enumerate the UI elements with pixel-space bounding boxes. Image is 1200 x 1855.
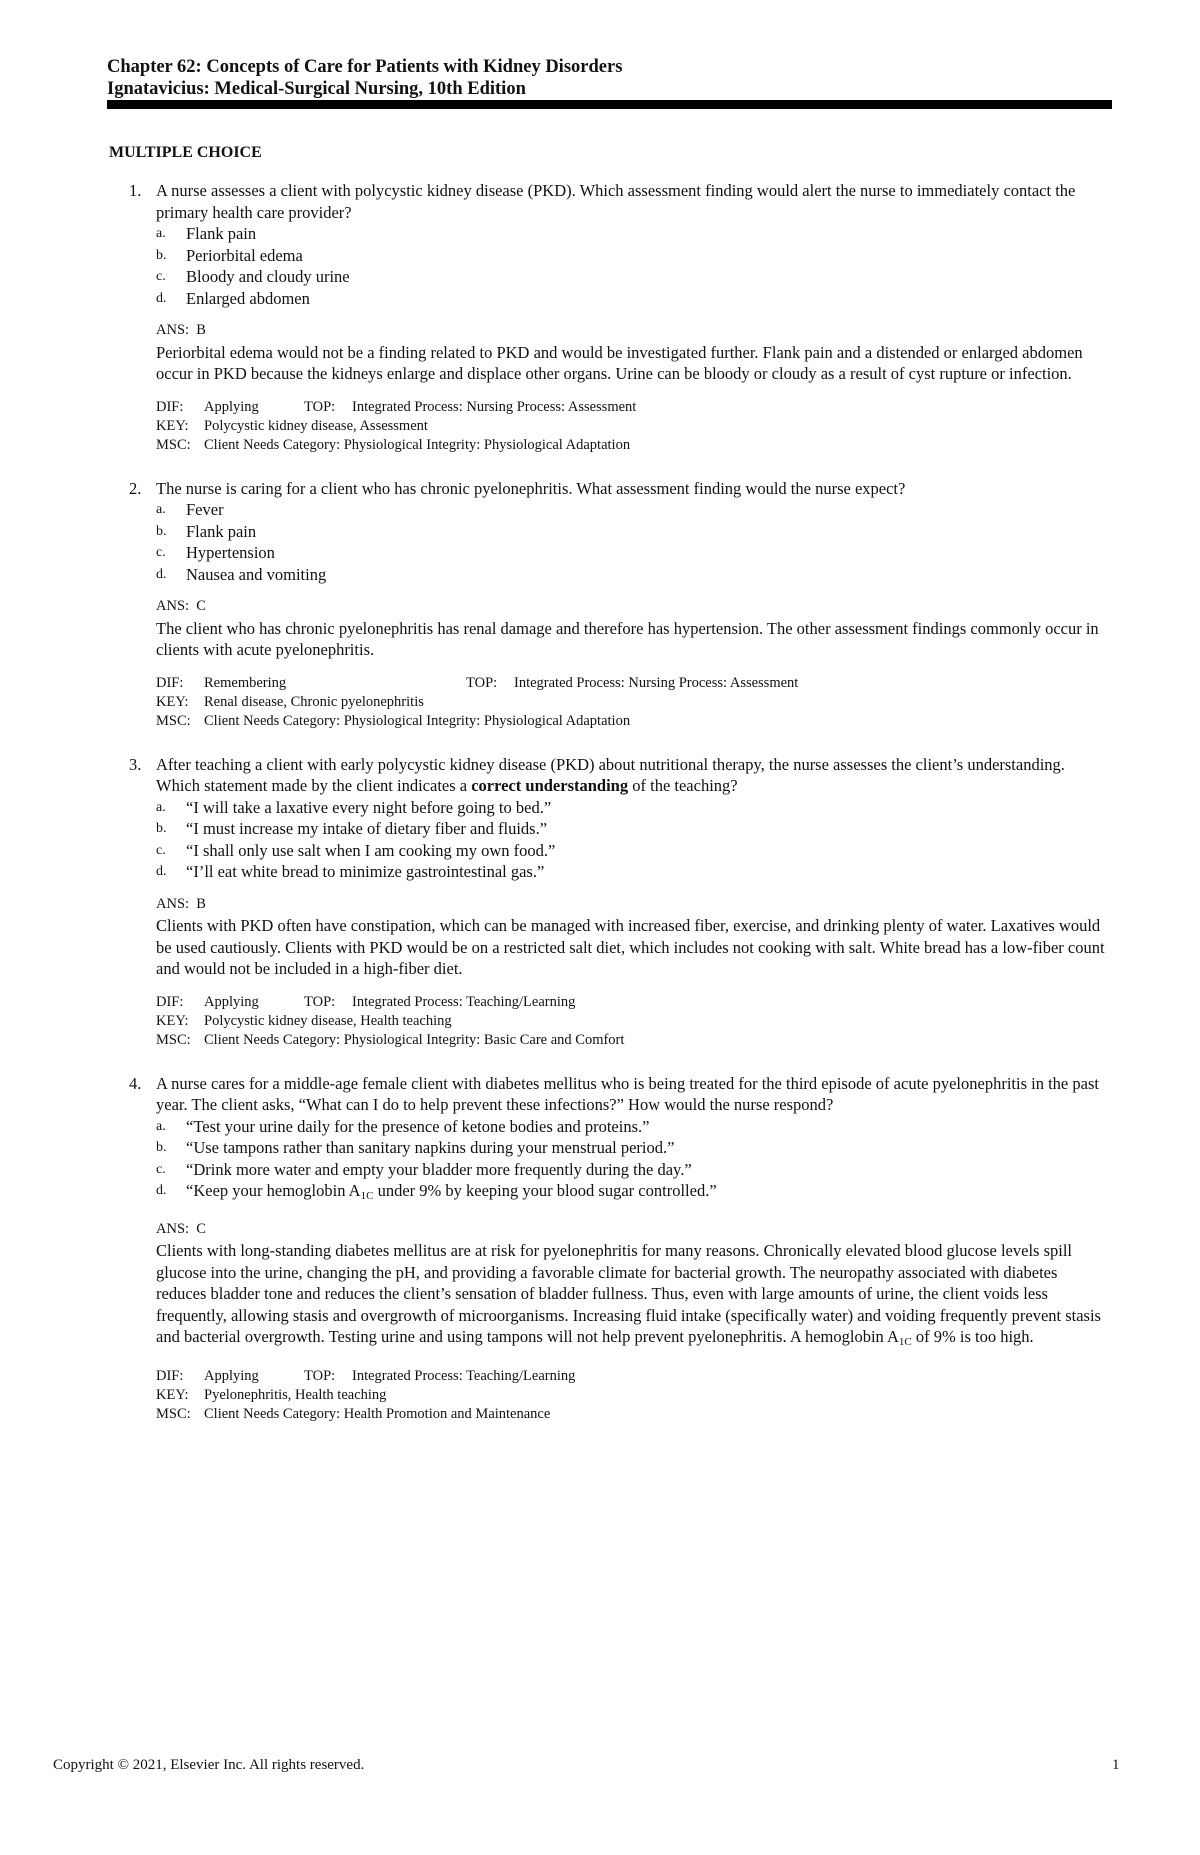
copyright: Copyright © 2021, Elsevier Inc. All rights reserved.	[53, 1757, 365, 1773]
key-row	[156, 1012, 1109, 1031]
option-text: Enlarged abdomen	[186, 288, 310, 308]
dif-value: Remembering	[204, 674, 287, 691]
option-letter: b.	[156, 247, 167, 263]
dif-label: DIF:	[156, 1367, 184, 1384]
question-4	[109, 1073, 1109, 1424]
key-row	[156, 1386, 1109, 1405]
option-letter: d.	[156, 1183, 167, 1198]
answer-line	[156, 596, 1109, 618]
option-text: “I will take a laxative every night before going to bed.”	[186, 797, 552, 817]
option-letter: b.	[156, 821, 167, 836]
top-value: Integrated Process: Nursing Process: Assessment	[352, 398, 637, 415]
question-list	[109, 180, 1109, 1424]
key-value: Polycystic kidney disease, Assessment	[204, 417, 428, 434]
option-d	[156, 1180, 1109, 1208]
msc-label: MSC:	[156, 1031, 191, 1048]
option-b	[156, 1137, 1109, 1159]
answer-options	[156, 797, 1109, 883]
answer-line	[156, 1219, 1109, 1241]
option-text: Flank pain	[186, 224, 257, 243]
key-row	[156, 417, 1109, 436]
option-text: Nausea and vomiting	[186, 564, 327, 584]
key-value: Polycystic kidney disease, Health teaching	[204, 1012, 452, 1029]
option-letter: c.	[156, 545, 166, 560]
dif-label: DIF:	[156, 674, 184, 691]
key-label: KEY:	[156, 417, 189, 434]
key-value: Renal disease, Chronic pyelonephritis	[204, 693, 424, 710]
question-1	[109, 180, 1109, 455]
option-a	[156, 499, 1109, 521]
ans-label: ANS:	[156, 322, 190, 338]
question-stem	[156, 754, 1109, 797]
top-label: TOP:	[304, 398, 336, 415]
answer-options	[156, 499, 1109, 585]
option-c	[156, 266, 1109, 288]
dif-label: DIF:	[156, 993, 184, 1010]
option-letter: a.	[156, 502, 166, 517]
key-label: KEY:	[156, 1012, 189, 1029]
option-letter: a.	[156, 226, 166, 241]
option-letter: b.	[156, 523, 167, 539]
option-text: “Drink more water and empty your bladder more frequently during the day.”	[186, 1159, 692, 1179]
question-meta	[156, 398, 1109, 455]
key-label: KEY:	[156, 693, 189, 710]
question-number: 3.	[129, 754, 142, 774]
top-value: Integrated Process: Teaching/Learning	[352, 1367, 576, 1384]
msc-row	[156, 436, 1109, 455]
rationale-text: Clients with long-standing diabetes mellitus are at risk for pyelonephritis for many reasons. Chronically elevated blood glucose levels spill glucose into the urine, changing the pH, and providing a favorable climate for bacterial growth. The neuropathy associated with diabetes reduces bladder tone and reduces the client’s sensation of bladder fullness. Thus, even with large amounts of urine, the client voids less frequently, allowing stasis and overgrowth of microorganisms. Increasing fluid intake (specifically water) and voiding frequently prevent stasis and bacterial overgrowth. Testing urine and using tampons will not help prevent pyelonephritis. A hemoglobin A	[156, 1241, 1101, 1346]
answer-value: C	[196, 1220, 206, 1237]
option-text: “Keep your hemoglobin A	[186, 1181, 361, 1200]
stem-emphasis: correct understanding	[471, 776, 629, 795]
top-value: Integrated Process: Teaching/Learning	[352, 993, 576, 1010]
question-stem: A nurse assesses a client with polycystic kidney disease (PKD). Which assessment finding would alert the nurse to immediately contact the primary health care provider?	[156, 181, 1076, 222]
option-letter: b.	[156, 1140, 167, 1155]
top-label: TOP:	[304, 993, 336, 1010]
msc-row	[156, 1031, 1109, 1050]
msc-label: MSC:	[156, 436, 191, 453]
option-text-end: under 9% by keeping your blood sugar controlled.”	[373, 1181, 717, 1200]
option-a	[156, 223, 1109, 245]
question-stem: The nurse is caring for a client who has chronic pyelonephritis. What assessment finding would the nurse expect?	[156, 478, 906, 498]
option-text: “I must increase my intake of dietary fiber and fluids.”	[186, 819, 548, 838]
rationale: The client who has chronic pyelonephritis has renal damage and therefore has hypertension. The other assessment findings commonly occur in clients with acute pyelonephritis.	[156, 618, 1099, 659]
option-text: “I shall only use salt when I am cooking my own food.”	[186, 840, 556, 860]
option-d	[156, 861, 1109, 883]
key-value: Pyelonephritis, Health teaching	[204, 1386, 387, 1403]
section-title: MULTIPLE CHOICE	[109, 144, 262, 161]
msc-value: Client Needs Category: Health Promotion and Maintenance	[204, 1405, 551, 1422]
msc-value: Client Needs Category: Physiological Integrity: Basic Care and Comfort	[204, 1031, 625, 1048]
question-meta	[156, 993, 1109, 1050]
option-letter: d.	[156, 290, 167, 306]
page-number: 1	[1112, 1757, 1120, 1773]
option-d	[156, 564, 1109, 586]
option-letter: d.	[156, 864, 167, 879]
question-meta	[156, 1367, 1109, 1424]
answer-options	[156, 223, 1109, 309]
msc-value: Client Needs Category: Physiological Integrity: Physiological Adaptation	[204, 712, 631, 729]
option-b	[156, 245, 1109, 267]
msc-row	[156, 1405, 1109, 1424]
option-letter: a.	[156, 1118, 166, 1134]
key-row	[156, 693, 1109, 712]
question-2	[109, 478, 1109, 731]
option-b	[156, 521, 1109, 543]
option-text: “I’ll eat white bread to minimize gastrointestinal gas.”	[186, 862, 545, 881]
option-text: “Use tampons rather than sanitary napkins during your menstrual period.”	[186, 1138, 675, 1157]
dif-value: Applying	[204, 993, 259, 1010]
answer-line	[156, 320, 1109, 342]
header-rule	[107, 100, 1112, 109]
ans-label: ANS:	[156, 598, 190, 614]
subscript: 1C	[898, 1336, 912, 1348]
dif-top-row	[156, 993, 1109, 1012]
dif-top-row	[156, 398, 1109, 417]
question-number: 1.	[129, 181, 142, 200]
option-a	[156, 1116, 1109, 1138]
option-text: Hypertension	[186, 543, 275, 562]
key-label: KEY:	[156, 1386, 189, 1403]
rationale	[156, 1240, 1109, 1354]
dif-value: Applying	[204, 1367, 259, 1384]
top-label: TOP:	[466, 674, 498, 691]
option-d	[156, 288, 1109, 310]
ans-label: ANS:	[156, 1220, 190, 1237]
rationale: Clients with PKD often have constipation, which can be managed with increased fiber, exercise, and drinking plenty of water. Laxatives would be used cautiously. Clients with PKD would be on a restricted salt diet, which includes not cooking with salt. White bread has a low-fiber count and would not be included in a high-fiber diet.	[156, 916, 1105, 978]
question-number: 4.	[129, 1073, 142, 1093]
rationale-text-end: of 9% is too high.	[911, 1327, 1034, 1346]
question-meta	[156, 674, 1109, 731]
rationale: Periorbital edema would not be a finding related to PKD and would be investigated further. Flank pain and a distended or enlarged abdomen occur in PKD because the kidneys enlarge and displace other organs. Urine can be bloody or cloudy as a result of cyst rupture or infection.	[156, 342, 1083, 383]
option-a	[156, 797, 1109, 819]
option-text: Flank pain	[186, 521, 257, 541]
question-number: 2.	[129, 478, 142, 498]
option-text: Fever	[186, 500, 224, 519]
option-text: Bloody and cloudy urine	[186, 267, 350, 286]
option-c	[156, 542, 1109, 564]
dif-top-row	[156, 1367, 1109, 1386]
book-title: Ignatavicius: Medical-Surgical Nursing, 10th Edition	[107, 79, 526, 99]
option-text: Periorbital edema	[186, 245, 303, 265]
answer-value: B	[196, 895, 206, 912]
dif-value: Applying	[204, 398, 259, 415]
answer-value: C	[196, 598, 206, 614]
question-3	[109, 754, 1109, 1050]
answer-options	[156, 1116, 1109, 1208]
document-header	[107, 56, 1107, 100]
msc-row	[156, 712, 1109, 731]
dif-label: DIF:	[156, 398, 184, 415]
subscript: 1C	[360, 1190, 374, 1202]
option-c	[156, 840, 1109, 862]
msc-value: Client Needs Category: Physiological Integrity: Physiological Adaptation	[204, 436, 631, 453]
question-stem: A nurse cares for a middle-age female client with diabetes mellitus who is being treated for the third episode of acute pyelonephritis in the past year. The client asks, “What can I do to help prevent these infections?” How would the nurse respond?	[156, 1073, 1099, 1114]
option-c	[156, 1159, 1109, 1181]
top-label: TOP:	[304, 1367, 336, 1384]
msc-label: MSC:	[156, 1405, 191, 1422]
option-letter: c.	[156, 269, 166, 284]
top-value: Integrated Process: Nursing Process: Assessment	[514, 674, 799, 691]
ans-label: ANS:	[156, 895, 190, 912]
option-b	[156, 818, 1109, 840]
msc-label: MSC:	[156, 712, 191, 729]
option-letter: c.	[156, 842, 166, 858]
answer-line	[156, 894, 1109, 916]
option-letter: d.	[156, 566, 167, 582]
option-letter: a.	[156, 799, 166, 815]
dif-top-row	[156, 674, 1109, 693]
option-letter: c.	[156, 1161, 166, 1177]
answer-value: B	[196, 322, 206, 338]
chapter-title: Chapter 62: Concepts of Care for Patients with Kidney Disorders	[107, 57, 623, 77]
stem-text-end: of the teaching?	[628, 776, 738, 795]
option-text: “Test your urine daily for the presence of ketone bodies and proteins.”	[186, 1116, 650, 1136]
stem-text: After teaching a client with early polycystic kidney disease (PKD) about nutritional therapy, the nurse assesses the client’s understanding. Which statement made by the client indicates a	[156, 754, 1065, 795]
